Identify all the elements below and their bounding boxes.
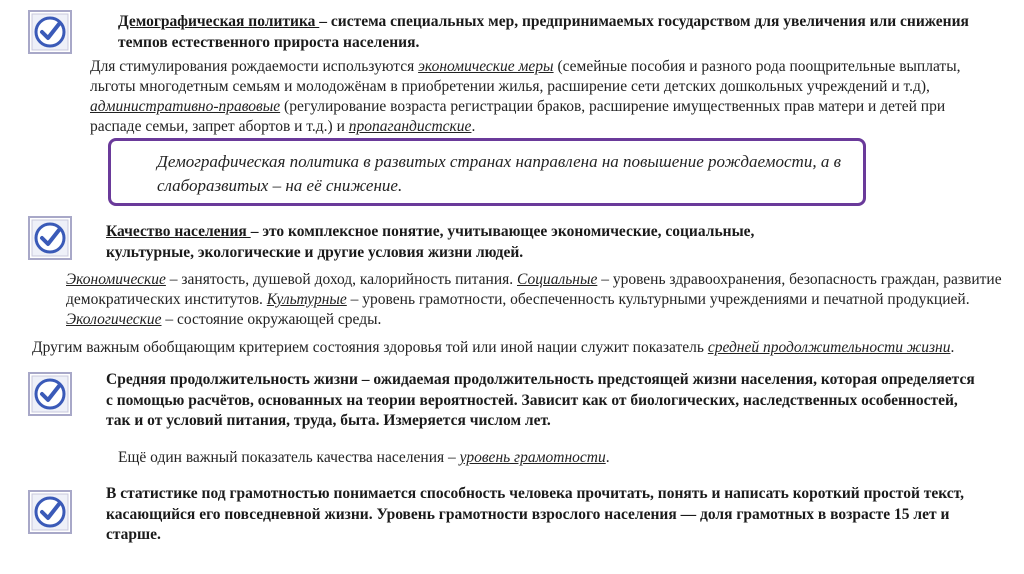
text-segment: .: [605, 449, 610, 466]
definition-demographic-policy: [118, 12, 998, 53]
link-administrative-measures: административно-правовые: [90, 98, 281, 115]
text-segment: – занятость, душевой доход, калорийность питания.: [165, 271, 517, 288]
definition-life-expectancy: [106, 370, 976, 432]
definition-text: В статистике под грамотностью понимается способность человека прочитать, понять и написать короткий простой текст, касающийся его повседневной жизни. Уровень грамотности взрослого населения — доля грамотных в возрасте 15 лет и старше.: [106, 485, 965, 543]
link-propaganda-measures: пропагандистские: [348, 118, 472, 135]
callout-text: Демографическая политика в развитых странах направлена на повышение рождаемости, а в слаборазвитых – на её снижение.: [157, 152, 841, 195]
link-life-expectancy: средней продолжительности жизни: [707, 339, 951, 356]
text-segment: (семейные пособия и разного рода поощрительные выплаты, льготы многодетным семьям и молодожёнам в приобретении жилья, расширение сети детских дошкольных учреждений и т.д),: [90, 58, 961, 95]
stimulation-paragraph: [90, 57, 990, 137]
link-literacy-level: уровень грамотности: [459, 449, 606, 466]
text-segment: Для стимулирования рождаемости используются: [90, 58, 419, 75]
check-circle-icon: [28, 490, 72, 534]
text-segment: Ещё один важный показатель качества населения –: [118, 449, 460, 466]
definition-population-quality: [106, 222, 826, 263]
check-circle-icon: [28, 216, 72, 260]
term-population-quality: Качество населения: [106, 223, 251, 240]
literacy-intro: [118, 448, 818, 468]
link-economic: Экономические: [66, 271, 166, 288]
link-ecological: Экологические: [66, 311, 162, 328]
link-social: Социальные: [517, 271, 598, 288]
callout-box: [108, 138, 866, 206]
term-demographic-policy: Демографическая политика: [118, 13, 320, 30]
definition-text: – система специальных мер, предпринимаемых государством для увеличения или снижения темпов естественного прироста населения.: [118, 13, 969, 51]
link-economic-measures: экономические меры: [418, 58, 554, 75]
text-segment: – уровень грамотности, обеспеченность культурными учреждениями и печатной продукцией.: [346, 291, 970, 308]
text-segment: .: [950, 339, 955, 356]
text-segment: (регулирование возраста регистрации браков, расширение имущественных прав матери и детей при распаде семьи, запрет абортов и т.д.) и: [90, 98, 946, 135]
definition-text: – это комплексное понятие, учитывающее экономические, социальные, культурные, экологические и другие условия жизни людей.: [106, 223, 755, 261]
life-expectancy-intro: [32, 338, 1022, 358]
definition-text: Средняя продолжительность жизни – ожидаемая продолжительность предстоящей жизни населения, которая определяется с помощью расчётов, основанных на теории вероятностей. Зависит как от биологических, наследственных особенностей, так и от условий питания, труда, быта. Измеряется числом лет.: [106, 371, 975, 429]
quality-components-paragraph: [66, 270, 1016, 330]
definition-literacy: [106, 484, 966, 546]
check-circle-icon: [28, 10, 72, 54]
text-segment: – состояние окружающей среды.: [161, 311, 382, 328]
text-segment: .: [471, 118, 476, 135]
text-segment: Другим важным обобщающим критерием состояния здоровья той или иной нации служит показатель: [32, 339, 708, 356]
link-cultural: Культурные: [266, 291, 347, 308]
check-circle-icon: [28, 372, 72, 416]
text-segment: – уровень здравоохранения, безопасность граждан, развитие демократических институтов.: [66, 271, 1002, 308]
